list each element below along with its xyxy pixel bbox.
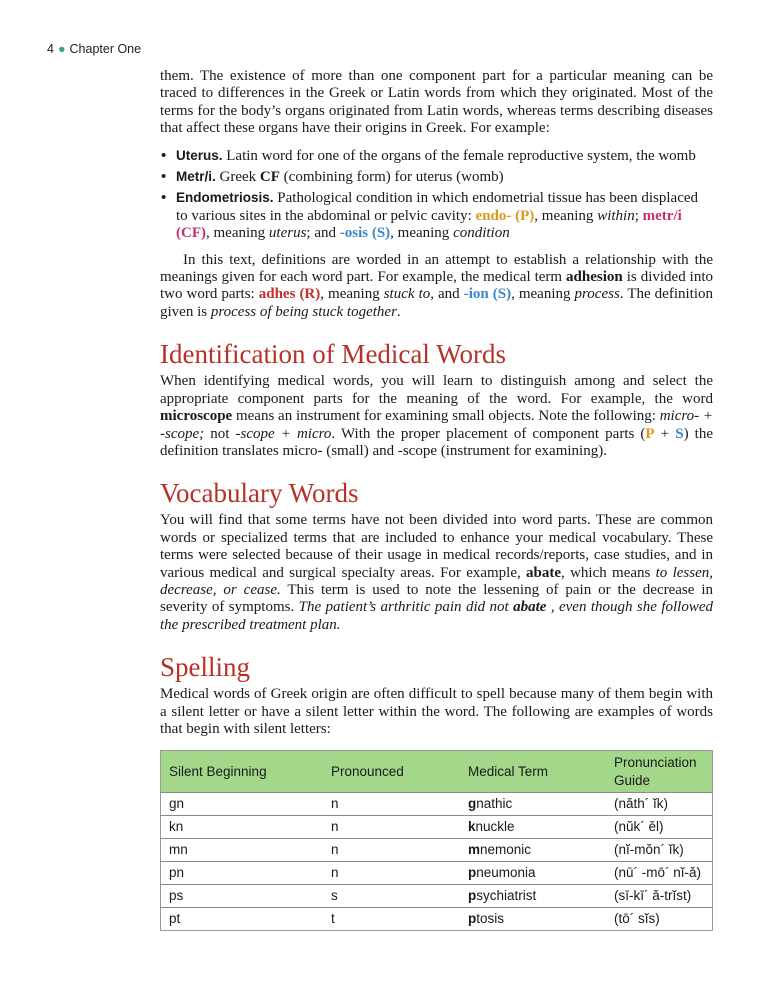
example-sentence: , even though she followed the prescribed treatment plan.	[160, 599, 713, 633]
text-run: You will find that some terms have not been divided into word parts. These are common words or specialized terms that are included to enhance your medical vocabulary. These terms were selected because of their usage in medical records/reports, case studies, and in various medical and surgical specialty areas. For example,	[160, 512, 713, 581]
list-item	[160, 168, 713, 186]
silent-beginning-cell: kn	[161, 816, 324, 839]
silent-letter: p	[468, 865, 477, 881]
text-run: , meaning	[206, 225, 269, 242]
silent-letter: k	[468, 819, 476, 835]
text-run: ; and	[306, 225, 340, 242]
meaning: process	[574, 286, 620, 303]
medical-term-cell	[460, 862, 606, 885]
term-definition: Pathological condition in which endometrial tissue has been displaced to various sites in the abdominal or pelvic cavity:	[176, 190, 699, 224]
table-row	[161, 839, 713, 862]
combining-form-abbrev: CF	[259, 169, 280, 186]
term-list	[160, 147, 713, 243]
text-run: . With the proper placement of component parts (	[331, 425, 646, 442]
meaning: process of being stuck together	[210, 303, 397, 320]
section-heading-vocabulary: Vocabulary Words	[160, 478, 359, 509]
pronunciation-cell: (tō´ sĭs)	[606, 908, 713, 931]
table-row	[161, 793, 713, 816]
pronounced-cell: n	[323, 816, 460, 839]
suffix-part: -osis (S)	[339, 225, 391, 242]
definition-italic: to lessen, decrease, or cease.	[160, 564, 713, 598]
text-run: , and	[430, 286, 464, 303]
text-run: +	[654, 425, 676, 442]
combining-form-part: metr/i (CF)	[176, 207, 682, 242]
key-term: abate	[526, 564, 562, 581]
section-heading-spelling: Spelling	[160, 652, 251, 683]
term-label: Uterus.	[176, 147, 223, 163]
table-header-row	[161, 751, 713, 793]
prefix-letter: P	[645, 425, 655, 442]
list-item	[160, 189, 713, 242]
silent-letter: p	[468, 888, 477, 904]
text-run: , meaning	[534, 207, 598, 224]
definitions-paragraph	[160, 252, 713, 322]
text-run: is divided into two word parts:	[160, 269, 713, 303]
column-header: Pronunciation Guide	[606, 751, 713, 793]
medical-term-cell	[460, 908, 606, 931]
pronunciation-cell: (năth´ ĭk)	[606, 793, 713, 816]
column-header: Silent Beginning	[161, 751, 324, 793]
text-run: , meaning	[320, 286, 384, 303]
text-run: , which means	[561, 564, 656, 581]
column-header: Medical Term	[460, 751, 606, 793]
intro-paragraph: them. The existence of more than one component part for a particular meaning can be traced to differences in the Greek or Latin words from which they originated. Most of the terms for the body’s organs originated from Latin words, whereas terms describing diseases that affect these organs have their origins in Greek. For example:	[160, 68, 713, 137]
table-row	[161, 862, 713, 885]
pronounced-cell: n	[323, 862, 460, 885]
example-key-term: abate	[513, 599, 547, 616]
example-italic: -scope + micro	[235, 425, 332, 442]
term-rest: nathic	[476, 796, 513, 812]
pronounced-cell: t	[323, 908, 460, 931]
silent-letter: g	[468, 796, 477, 812]
table-row	[161, 885, 713, 908]
text-run: When identifying medical words, you will learn to distinguish among and select the appropriate component parts for the meaning of the word. For example, the word	[160, 373, 713, 407]
identification-paragraph	[160, 373, 713, 460]
medical-term-cell	[460, 816, 606, 839]
term-rest: tosis	[476, 911, 505, 927]
silent-beginning-cell: mn	[161, 839, 324, 862]
pronounced-cell: n	[323, 793, 460, 816]
term-definition: Latin word for one of the organs of the female reproductive system, the womb	[222, 147, 696, 164]
key-term: microscope	[160, 408, 233, 425]
medical-term-cell	[460, 793, 606, 816]
pronunciation-cell: (nū´ -mō´ nĭ-ă)	[606, 862, 713, 885]
table-row	[161, 908, 713, 931]
separator-dot-icon: ●	[57, 42, 66, 56]
root-part: adhes (R)	[258, 286, 321, 303]
text-run: ) the definition translates micro- (small) and -scope (instrument for examining).	[160, 425, 714, 459]
text-run: . The definition given is	[160, 286, 713, 320]
silent-beginning-cell: pn	[161, 862, 324, 885]
pronunciation-cell: (sī-kī´ ă-trĭst)	[606, 885, 713, 908]
column-header: Pronounced	[323, 751, 460, 793]
silent-letters-table	[160, 750, 713, 931]
meaning: uterus	[268, 225, 307, 242]
example-sentence: The patient’s arthritic pain did not	[298, 599, 514, 616]
section-heading-identification: Identification of Medical Words	[160, 339, 506, 370]
term-rest: sychiatrist	[476, 888, 537, 904]
term-definition: (combining form) for uterus (womb)	[279, 169, 504, 186]
term-rest: nemonic	[480, 842, 532, 858]
page-content	[160, 68, 713, 931]
table-row	[161, 816, 713, 839]
key-term: adhesion	[566, 269, 623, 286]
silent-letter: p	[468, 911, 477, 927]
example-italic: micro- + -scope;	[160, 408, 713, 442]
text-run: , meaning	[390, 225, 454, 242]
medical-term-cell	[460, 885, 606, 908]
meaning: stuck to	[383, 286, 431, 303]
chapter-title: Chapter One	[69, 42, 142, 56]
text-run: .	[396, 303, 401, 320]
pronounced-cell: s	[323, 885, 460, 908]
text-run: not	[204, 425, 236, 442]
silent-beginning-cell: ps	[161, 885, 324, 908]
meaning: within	[597, 207, 635, 224]
prefix-part: endo- (P)	[475, 207, 535, 224]
term-rest: nuckle	[475, 819, 515, 835]
vocabulary-paragraph	[160, 512, 713, 634]
text-run: ;	[634, 207, 643, 224]
silent-letter: m	[468, 842, 481, 858]
page-number: 4	[47, 42, 54, 56]
list-item	[160, 147, 713, 165]
medical-term-cell	[460, 839, 606, 862]
suffix-letter: S	[675, 425, 684, 442]
term-label: Metr/i.	[176, 169, 216, 185]
running-head	[47, 42, 141, 56]
pronounced-cell: n	[323, 839, 460, 862]
text-run: means an instrument for examining small objects. Note the following:	[232, 408, 660, 425]
silent-beginning-cell: gn	[161, 793, 324, 816]
text-run: In this text, definitions are worded in an attempt to establish a relationship with the meanings given for each word part. For example, the medical term	[160, 251, 713, 286]
term-definition: Greek	[215, 169, 260, 186]
text-run: , meaning	[511, 286, 575, 303]
spelling-paragraph: Medical words of Greek origin are often difficult to spell because many of them begin with a silent letter or have a silent letter within the word. The following are examples of words that begin with silent letters:	[160, 686, 713, 737]
silent-beginning-cell: pt	[161, 908, 324, 931]
text-run: This term is used to note the lessening of pain or the decrease in severity of symptoms.	[160, 581, 713, 616]
pronunciation-cell: (nĭ-mŏn´ ĭk)	[606, 839, 713, 862]
meaning: condition	[453, 225, 510, 242]
suffix-part: -ion (S)	[463, 286, 512, 303]
term-rest: neumonia	[476, 865, 536, 881]
pronunciation-cell: (nŭk´ ĕl)	[606, 816, 713, 839]
term-label: Endometriosis.	[176, 190, 274, 206]
